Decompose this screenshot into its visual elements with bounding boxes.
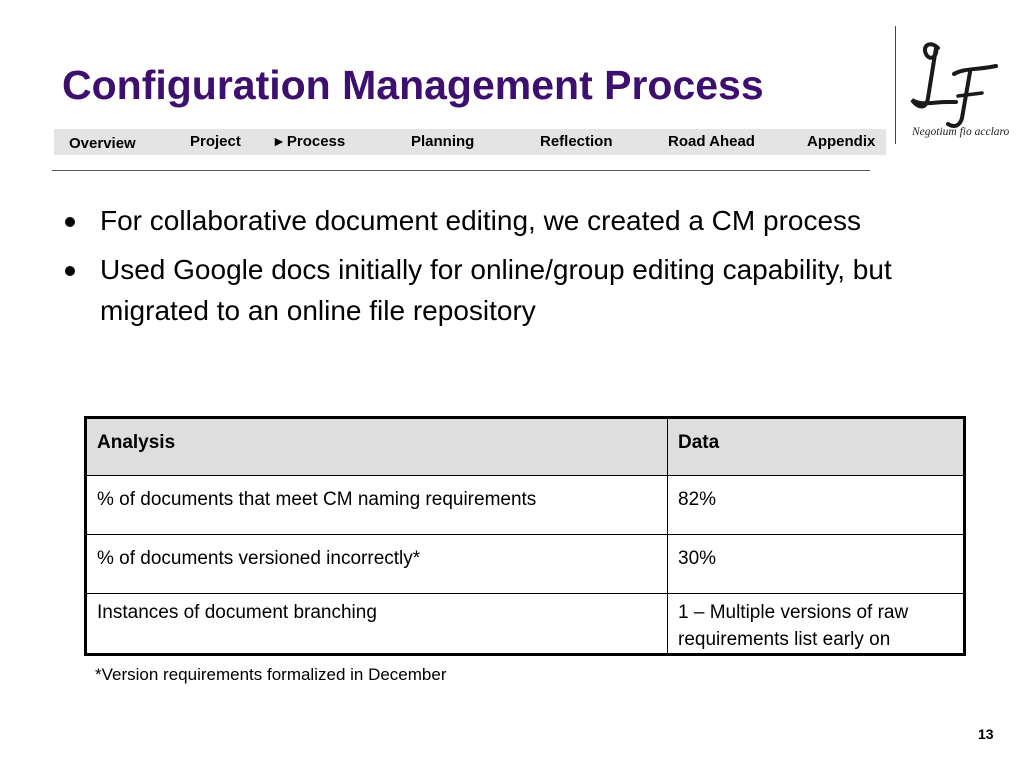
- bullet-item: [62, 200, 922, 241]
- table-cell: 30%: [668, 535, 965, 594]
- table-cell: Instances of document branching: [86, 594, 668, 655]
- table-row: [86, 535, 965, 594]
- table-row: [86, 476, 965, 535]
- nav-item-road-ahead[interactable]: Road Ahead: [668, 133, 755, 150]
- cm-analysis-table: [84, 416, 966, 656]
- bullet-dot-icon: [65, 217, 75, 227]
- logo-motto: Negotium fio acclaro: [912, 126, 1010, 138]
- current-section-arrow-icon: ►: [272, 133, 286, 149]
- bullet-text: For collaborative document editing, we created a CM process: [100, 205, 862, 236]
- table-cell: 1 – Multiple versions of raw requirements list early on: [668, 594, 965, 655]
- table-row: [86, 594, 965, 655]
- nav-item-appendix[interactable]: Appendix: [807, 133, 876, 150]
- nav-item-project[interactable]: Project: [190, 133, 241, 150]
- header-analysis: Analysis: [86, 418, 668, 476]
- nav-item-process-label: Process: [286, 133, 346, 150]
- nav-item-process[interactable]: [272, 133, 345, 150]
- table-cell: 82%: [668, 476, 965, 535]
- table-cell: % of documents versioned incorrectly*: [86, 535, 668, 594]
- bullet-dot-icon: [65, 266, 75, 276]
- logo-divider: [895, 26, 896, 144]
- table-cell: % of documents that meet CM naming requirements: [86, 476, 668, 535]
- table-footnote: *Version requirements formalized in December: [95, 665, 447, 684]
- nav-item-overview[interactable]: Overview: [69, 135, 136, 152]
- bullet-text: Used Google docs initially for online/group editing capability, but migrated to an online file repository: [100, 254, 892, 326]
- page-number: 13: [978, 726, 994, 742]
- table-header-row: [86, 418, 965, 476]
- section-nav-bar: [54, 129, 886, 155]
- bullet-item: [62, 249, 922, 331]
- nav-item-reflection[interactable]: Reflection: [540, 133, 613, 150]
- slide-title: Configuration Management Process: [62, 62, 764, 108]
- nav-item-planning[interactable]: Planning: [411, 133, 475, 150]
- header-divider: [52, 170, 870, 171]
- header-data: Data: [668, 418, 965, 476]
- bullet-list: [62, 200, 922, 339]
